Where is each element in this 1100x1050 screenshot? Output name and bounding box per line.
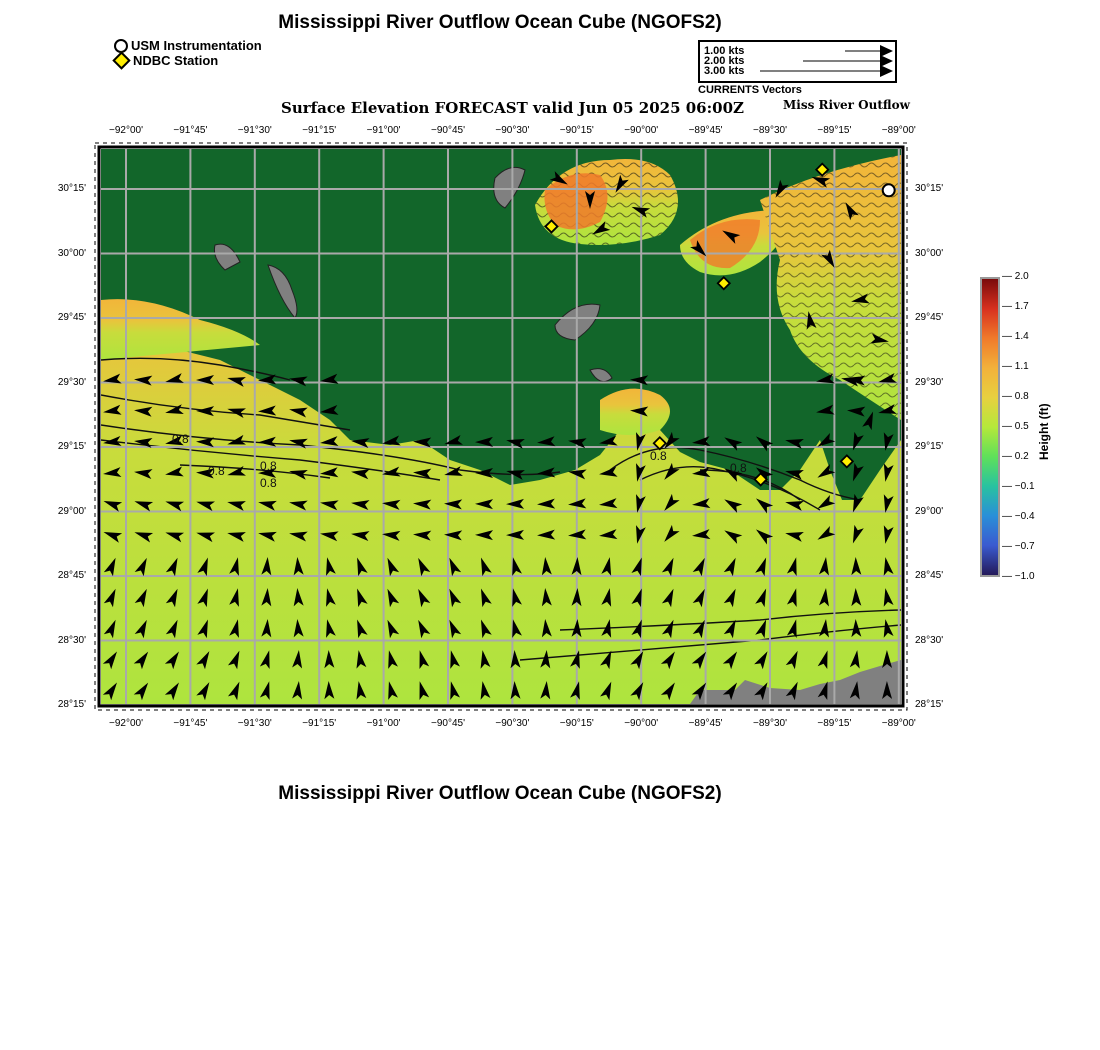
tick-label: −89°15' bbox=[817, 125, 852, 136]
colorbar-tick-label: — 0.8 bbox=[1002, 391, 1029, 402]
tick-label: −89°00' bbox=[881, 718, 916, 729]
top-title: Mississippi River Outflow Ocean Cube (NGOFS2) bbox=[278, 12, 722, 33]
tick-label: −89°00' bbox=[881, 125, 916, 136]
contour-label: 0.8 bbox=[172, 432, 189, 446]
colorbar-tick-label: — −0.4 bbox=[1002, 511, 1035, 522]
map-area bbox=[101, 149, 901, 704]
tick-label: −90°30' bbox=[495, 718, 530, 729]
tick-label: 30°15' bbox=[57, 183, 86, 194]
colorbar-tick-label: — 1.4 bbox=[1002, 331, 1029, 342]
tick-label: 29°00' bbox=[57, 505, 86, 517]
vector-row-2: 2.00 kts bbox=[704, 55, 745, 67]
tick-label: 30°15' bbox=[915, 183, 944, 194]
colorbar-tick-label: — −0.1 bbox=[1002, 481, 1035, 492]
colorbar bbox=[980, 277, 1000, 577]
tick-label: −89°15' bbox=[817, 718, 852, 729]
contour-label: 0.8 bbox=[260, 476, 277, 490]
tick-label: −89°45' bbox=[688, 125, 723, 136]
tick-label: −91°15' bbox=[302, 718, 337, 729]
ndbc-legend-label: NDBC Station bbox=[133, 53, 219, 68]
tick-label: −91°00' bbox=[366, 125, 401, 136]
colorbar-title: Height (ft) bbox=[1037, 403, 1051, 460]
tick-label: −89°30' bbox=[753, 718, 787, 729]
tick-label: −91°45' bbox=[173, 718, 208, 729]
tick-label: 28°45' bbox=[915, 570, 944, 581]
colorbar-tick-label: — −0.7 bbox=[1002, 541, 1035, 552]
tick-label: 28°30' bbox=[915, 634, 944, 646]
tick-label: 29°15' bbox=[57, 441, 86, 452]
tick-label: −90°45' bbox=[431, 718, 465, 729]
contour-label: 0.8 bbox=[208, 464, 225, 478]
tick-label: −91°30' bbox=[237, 125, 272, 136]
bottom-title: Mississippi River Outflow Ocean Cube (NGOFS2) bbox=[278, 783, 722, 804]
usm-station-marker bbox=[883, 184, 895, 196]
vector-row-3: 3.00 kts bbox=[704, 65, 745, 77]
tick-label: 29°30' bbox=[57, 376, 86, 388]
vector-row-1: 1.00 kts bbox=[704, 45, 745, 57]
colorbar-tick-label: — 1.1 bbox=[1002, 361, 1029, 372]
tick-label: −90°45' bbox=[431, 125, 465, 136]
tick-label: −90°00' bbox=[624, 125, 659, 136]
tick-label: −91°30' bbox=[237, 718, 272, 729]
colorbar-tick-label: — 0.5 bbox=[1002, 421, 1029, 432]
tick-label: −91°45' bbox=[173, 125, 208, 136]
vector-caption: CURRENTS Vectors bbox=[698, 84, 802, 96]
tick-label: 30°00' bbox=[57, 247, 86, 259]
contour-label: 0.8 bbox=[260, 459, 277, 473]
colorbar-tick-label: — 1.7 bbox=[1002, 301, 1029, 312]
tick-label: −92°00' bbox=[109, 125, 143, 136]
tick-label: 29°45' bbox=[57, 312, 86, 323]
colorbar-tick-label: — 0.2 bbox=[1002, 451, 1029, 462]
tick-label: −90°15' bbox=[559, 125, 594, 136]
tick-label: −91°00' bbox=[366, 718, 401, 729]
tick-label: −89°45' bbox=[688, 718, 723, 729]
tick-label: −90°30' bbox=[495, 125, 530, 136]
colorbar-tick-label: — −1.0 bbox=[1002, 571, 1035, 582]
tick-label: 29°30' bbox=[915, 376, 944, 388]
tick-label: −91°15' bbox=[302, 125, 337, 136]
contour-label: 0.8 bbox=[730, 461, 747, 475]
region-label: Miss River Outflow bbox=[783, 98, 910, 112]
contour-label: 0.8 bbox=[650, 449, 667, 463]
tick-label: −92°00' bbox=[109, 718, 143, 729]
colorbar-tick-label: — 2.0 bbox=[1002, 271, 1029, 282]
tick-label: 29°45' bbox=[915, 312, 944, 323]
tick-label: 30°00' bbox=[915, 247, 944, 259]
usm-legend-label: USM Instrumentation bbox=[131, 38, 262, 53]
tick-label: 28°30' bbox=[57, 634, 86, 646]
tick-label: 28°15' bbox=[915, 699, 944, 710]
tick-label: −90°15' bbox=[559, 718, 594, 729]
tick-label: −89°30' bbox=[753, 125, 787, 136]
tick-label: −90°00' bbox=[624, 718, 659, 729]
map-subtitle: Surface Elevation FORECAST valid Jun 05 2025 06:00Z bbox=[281, 99, 744, 117]
tick-label: 28°15' bbox=[57, 699, 86, 710]
tick-label: 29°00' bbox=[915, 505, 944, 517]
tick-label: 29°15' bbox=[915, 441, 944, 452]
tick-label: 28°45' bbox=[57, 570, 86, 581]
